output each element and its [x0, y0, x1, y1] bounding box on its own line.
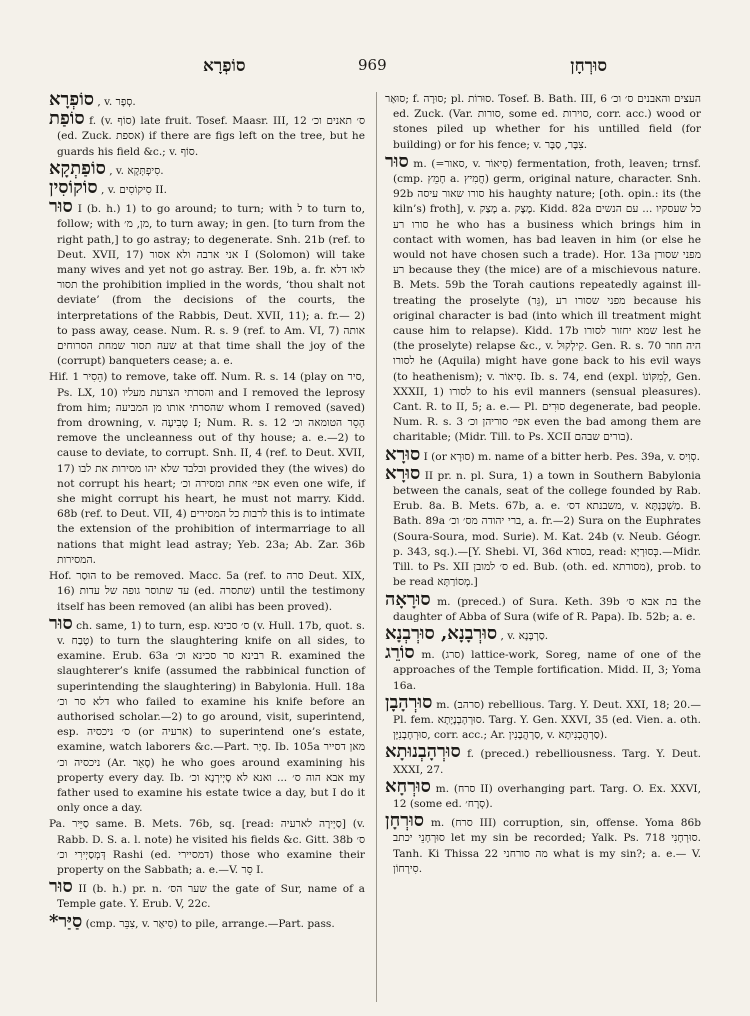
entry-headword: סוּרְהָבָן	[385, 691, 433, 713]
entry-headword: סוּר	[385, 150, 409, 172]
dictionary-entry	[49, 817, 365, 878]
entry-headword: סוּר	[49, 876, 73, 898]
entry-headword: סוֹפַת	[49, 108, 85, 130]
entry-text: , v. סִיקוֹסִים II.	[101, 184, 167, 197]
dictionary-entry	[49, 370, 365, 568]
dictionary-entry	[385, 443, 701, 465]
entry-text: I (or סוּרָא) m. name of a bitter herb. Pes. 39a, v. סְוִיס.	[423, 450, 700, 463]
dictionary-entry	[49, 569, 365, 615]
dictionary-entry	[49, 612, 366, 817]
column-divider	[376, 92, 377, 1002]
entry-text: , v. סַרְבָּנָא.	[500, 629, 549, 642]
entry-text: f. (v. סוֹף) late fruit. Tosef. Maasr. III, 12 ס׳ תאנים וכ׳ (ed. Zuck. אספת) if there are figs left on the tree, but he guards his field &c.; v. סוֹף.	[57, 115, 365, 158]
entry-headword: סוּרְחָן	[385, 810, 424, 832]
entry-headword: סוּר	[49, 612, 73, 634]
dictionary-entry	[385, 810, 702, 877]
entry-text: I (b. h.) 1) to go around; to turn; with ל to turn to, follow; with מן, מ׳, to turn away; in gen. [to turn from the right path,] to go astray; to degenerate. Snh. 21b (ref. to Deut. XVII, 17) אני ארבה ולא אסור I (Solomon) will take many wives and yet not go astray. Ber. 19b, a. fr. לאו דלא תסור the prohibition implied in the words, ‘thou shalt not deviate’ (from the decisions of the courts, the interpretations of the Rabbis, Deut. XVII, 11); a. fr.— 2) to pass away, cease. Num. R. s. 9 (ref. to Am. VI, 7) אותה שעה תסור שמחת הסרוחים at that time shall the joy of the (corrupt) banqueters cease; a. e.	[57, 203, 366, 368]
entry-text: Hof. הוּסַר to be removed. Macc. 5a (ref. to סרה Deut. XIX, 16) עד שתוסר גופה של עדות (ed. שתסרה) until the testimony itself has been removed (an alibi has been proved).	[49, 570, 365, 613]
dictionary-entry	[385, 622, 701, 644]
dictionary-entry	[49, 108, 365, 160]
entry-text: ch. same, 1) to turn, esp. ס׳ סכינא (v. Hull. 17b, quot. s. v. טְבַח) to turn the slaughtering knife on all sides, to examine. Erub. 63a רבינא סר סכינא וכ׳ R. examined the slaughterer’s knife (assumed the rabbinical function of superintending the slaughtering) in Babylonia. Hull. 18a דלא סר וכ׳ who failed to examine his knife before an authorised scholar.—2) to go around, visit, superintend, esp. ס׳ ניכסיה (or ארעיה) to superintend one’s estate, examine, watch laborers &c.—Part. סָיַר. Ib. 105a מאן דסייר ניכסיה וכ׳ (Ar. סָאֵר) he who goes around examining his property every day. Ib. אבא הוה ס׳ ... ואנא לא סָיְירְנָא וכ׳ my father used to examine his estate twice a day, but I do it only once a day.	[57, 619, 366, 815]
page-header	[48, 56, 702, 82]
entry-headword: סוּרָא	[385, 462, 421, 484]
entry-text: Pa. סַיֵּיר same. B. Mets. 76b, sq. [read: סַיְירָה לארעיה] (v. Rabb. D. S. a. l. note) he visited his fields &c. Gitt. 38b ס׳ דְּמְסַיְירִי וכ׳ Rashi (ed. דמסיירי) those who examine their property on the Sabbath; a. e.—V. סֵר I.	[49, 818, 365, 876]
dictionary-entry	[385, 691, 702, 744]
entry-headword: *סַיַּר	[49, 910, 83, 932]
dictionary-entry	[385, 588, 701, 625]
entry-headword: סוּרְחָא	[385, 775, 431, 797]
entry-headword: סוֹרֵג	[385, 642, 415, 664]
entry-text: , v. סִיפְתְּקָא.	[109, 164, 164, 177]
entry-text: II pr. n. pl. Sura, 1) a town in Southern Babylonia between the canals, seat of the college founded by Rab. Erub. 8a. B. Mets. 67b, a. e. משבנתא דס׳, v. מַשְׁכַּנְתָּא. B. Bath. 89a ברי יהודה מס׳ וכ׳, a. fr.—2) Sura on the Euphrates (Soura-Soura, mod. Surie). M. Kat. 24b (v. Neub. Géogr. p. 343, sq.).—[Y. Shebi. VI, 36d בסורא, read: כְּסוּרְיָא.—Midr. Till. to Ps. XII ס׳ למובן ed. Bub. (oth. ed. מסורתא), prob. to be read מְסוֹרַתָּא.]	[393, 469, 702, 589]
entry-text: f. (preced.) rebelliousness. Targ. Y. Deut. XXXI, 27.	[393, 748, 701, 776]
entry-headword: סוֹפַתְקָא	[49, 157, 106, 179]
left-column	[49, 89, 366, 933]
entry-text: Hif. הֵסִיר 1) to remove, take off. Num. R. s. 14 (play on סיר, Ps. LX, 10) והסרתי הצרעת מעליו and I removed the leprosy from him; שהסרתי אותו מן המביעה whom I removed (saved) from drowning, v. טְבִיעָה I; Num. R. s. 12 הָסֵר הטומאה וכ׳ remove the uncleanness out of thy house; a. e.—2) to cause to deviate, to corrupt. Snh. II, 4 (ref. to Deut. XVII, 17) ובלבד שלא יהו מסירות את לבו provided they (the wives) do not corrupt his heart; אפי׳ אחת ומסירה וכ׳ even one wife, if she might corrupt his heart, he must not marry. Kidd. 68b (ref. to Deut. VII, 4) לרבות כל המסירים this is to intimate the extension of the prohibition of intermarriage to all nations that might lead astray; Yeb. 23a; Ab. Zar. 36b המסירות.	[49, 371, 366, 566]
entry-headword: סוּרָאָה	[385, 588, 431, 610]
entry-headword: סוּרְבָנָא, סוּרְבְנָא	[385, 622, 498, 644]
entry-text: , v. סְפָר.	[97, 96, 136, 108]
entry-text: II (b. h.) pr. n. שער הס׳ the gate of Sur, name of a Temple gate. Y. Erub. V, 22c.	[57, 883, 365, 911]
entry-text: m. (סרג) lattice-work, Soreg, name of one of the approaches of the Temple fortification. Midd. II, 3; Yoma 16a.	[393, 649, 701, 692]
entry-headword: סוֹפְרָא	[49, 89, 95, 110]
entry-headword: סוּר	[49, 196, 73, 218]
entry-text: סוּאַר; f. סוּרָה; pl. סוּרוֹת. Tosef. B. Bath. III, 6 העצים והאבנים ס׳ וכ׳ ed. Zuck. (Var. סורות, some ed. סוירות, corr. acc.) wood or stones piled up whether for his untilled field (for building) or for his fence; v. צִבָּר, סַבָּר.	[385, 93, 702, 151]
right-guide-word: סוּרְחָן	[570, 56, 607, 76]
entry-text: m. (סרח II) overhanging part. Targ. O. Ex. XXVI, 12 (some ed. סְרָח׳).	[393, 782, 701, 810]
dictionary-entry	[49, 910, 365, 932]
dictionary-entry	[49, 196, 366, 369]
dictionary-entry	[385, 462, 702, 591]
entry-headword: סוּרָא	[385, 443, 421, 465]
entry-text: m. (preced.) of Sura. Keth. 39b בת אבא ס׳ the daughter of Abba of Sura (wife of R. Papa). Ib. 52b; a. e.	[393, 595, 701, 623]
entry-text: m. (סרהב) rebellious. Targ. Y. Deut. XXI, 18; 20.—Pl. fem. סוּרְהָבְנָיָתָא. Targ. Y. Gen. XXVI, 35 (ed. Vien. a. oth. סוּרְחָבְנִיָּן, corr. acc.; Ar. סַרְהֲבָנִין, v. סַרְהֲבְנִיתָא).	[393, 698, 702, 742]
dictionary-entry	[385, 642, 701, 694]
dictionary-entry	[385, 92, 701, 153]
dictionary-entry	[49, 177, 365, 199]
right-column	[385, 92, 701, 878]
dictionary-entry	[49, 876, 365, 912]
dictionary-entry	[49, 89, 365, 110]
entry-text: m. (סרח III) corruption, sin, offense. Yoma 86b סוּרְחָנֵי יכתב let my sin be recorded; Yalk. Ps. 718 סוּרְחָנִי. Tanh. Ki Thissa 22 מה סורחני what is my sin?; a. e.— V. סִירְחוֹן.	[393, 817, 702, 875]
dictionary-entry	[385, 741, 701, 777]
entry-text: (cmp. צִבֵּר, v. סִיאַר) to pile, arrange.—Part. pass.	[85, 917, 335, 930]
entry-headword: סוּרְהָבְנוּתָא	[385, 741, 461, 763]
dictionary-entry	[385, 775, 701, 812]
entry-text: m. (=סאור, v. סִיאוֹר) fermentation, froth, leaven; trnsf. (cmp. חָמֵץ a. חֲמִיץ) germ, original nature, character. Snh. 92b סורו שאור עיסה his haughty nature; [oth. opin.: its (the kiln’s) froth], v. מָצַק a. מֶצֶק. Kidd. 82a כל שעסקיו ... עם הנשים סורו רע he who has a business which brings him in contact with women, has bad leaven in him (or else he would not have chosen such a trade). Hor. 13a מפני שסורן רע because they (the mice) are of a mischievous nature. B. Mets. 59b the Torah cautions repeatedly against ill-treating the proselyte (גֵּר), מפני שסורו רע because his original character is bad (into which ill treatment might cause him to relapse). Kidd. 17b שמא יחזור לסורו lest he (the proselyte) relapse &c., v. קִילְקוּל. Gen. R. s. 70 היה חוזר לסורו he (Aquila) might have gone back to his evil ways (to heathenism); v. סִיאוֹר. Ib. s. 74, end (expl. לְמִקּוֹנוֹ, Gen. XXXII, 1) לסורו to his evil manners (sensual pleasures). Cant. R. to II, 5; a. e.— Pl. סוּרִים degenerate, bad people. Num. R. s. 3 אפי׳ סוריהן וכ׳ even the bad among them are charitable; (Midr. Till. to Ps. XCII בורים שבהם).	[393, 157, 702, 444]
page-number: 969	[358, 56, 387, 74]
left-guide-word: סוֹפְרָא	[203, 56, 246, 76]
entry-headword: סוֹקוֹסִין	[49, 177, 98, 199]
dictionary-entry	[385, 150, 702, 446]
